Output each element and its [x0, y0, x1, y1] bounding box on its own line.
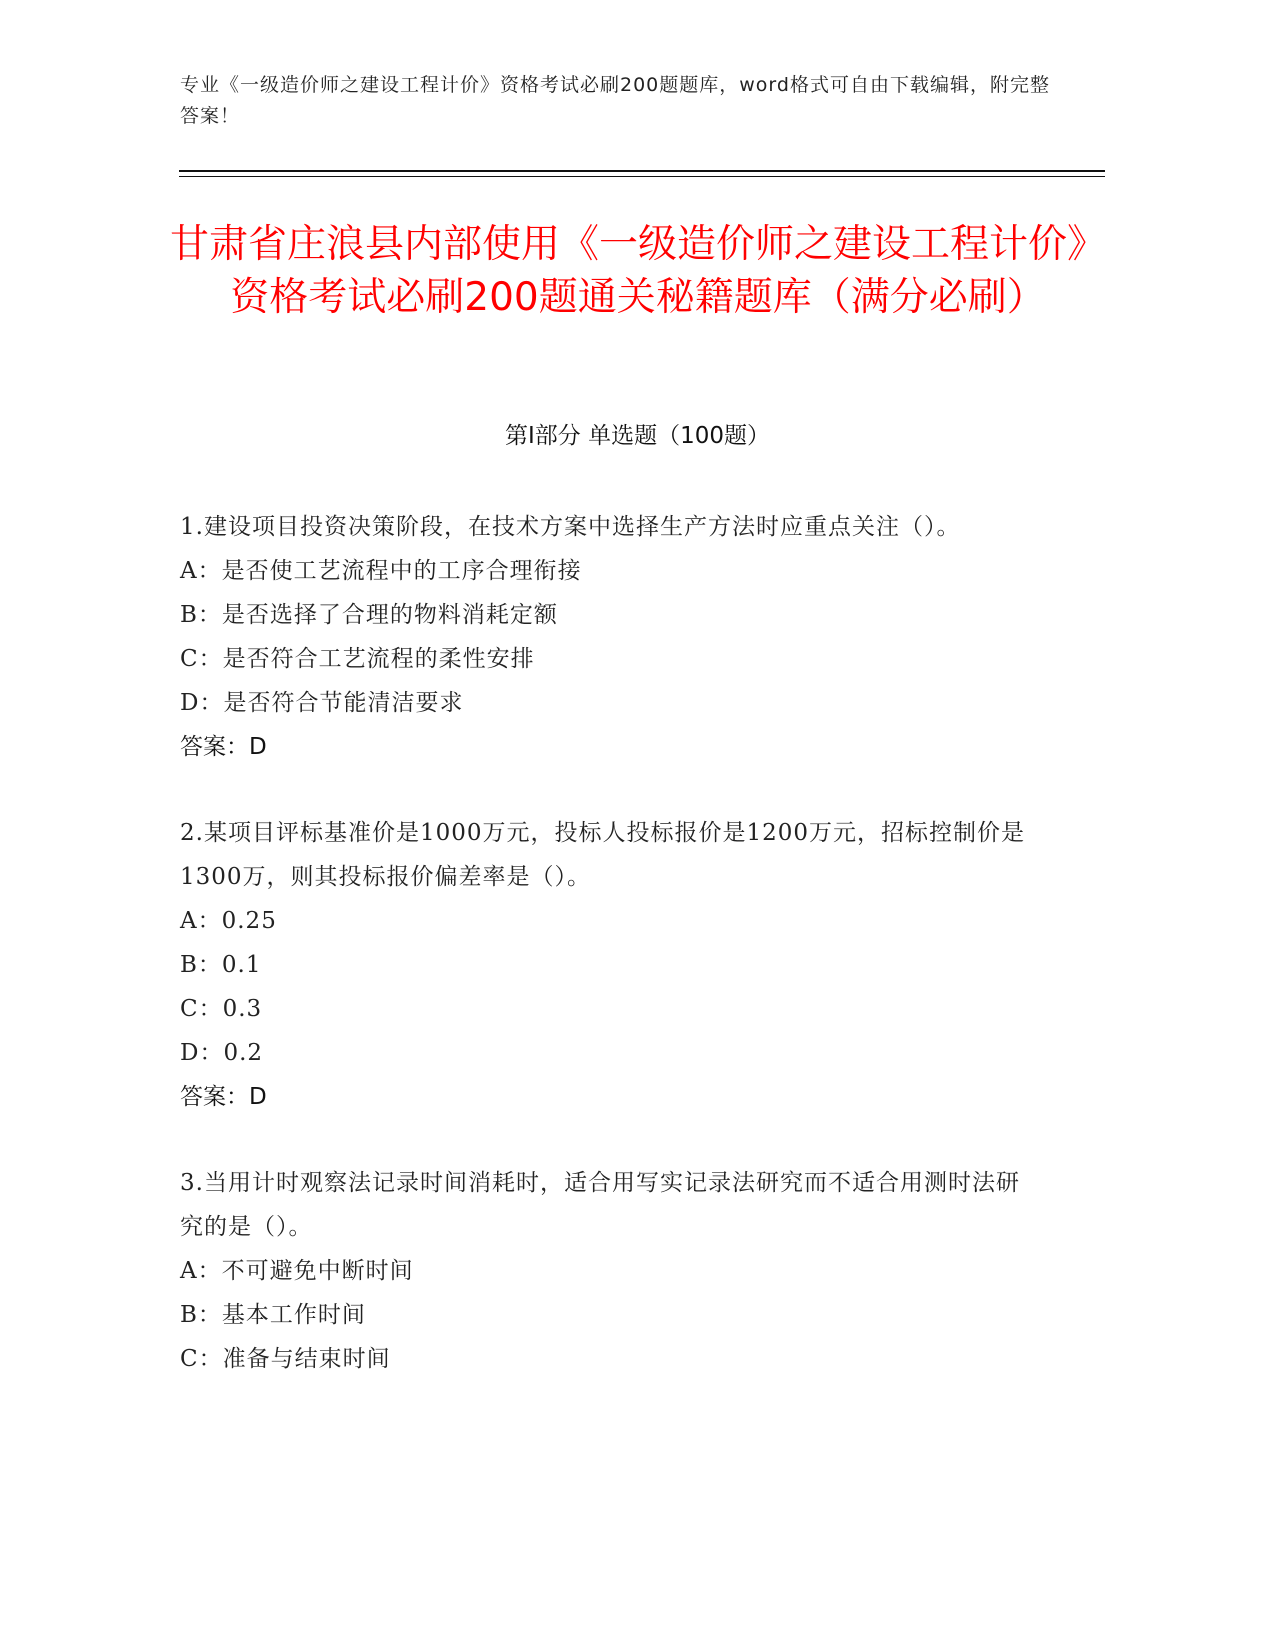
answer-label: 答案：	[180, 734, 249, 760]
question-list	[180, 505, 1040, 1423]
answer-value: D	[249, 1084, 267, 1110]
question-1	[180, 505, 1040, 769]
answer-line	[180, 725, 1040, 769]
answer-label: 答案：	[180, 1084, 249, 1110]
option-c: C：准备与结束时间	[180, 1346, 391, 1372]
question-text: 2.某项目评标基准价是1000万元，投标人投标报价是1200万元，招标控制价是1300万，则其投标报价偏差率是（）。	[180, 820, 1026, 890]
section-heading: 第Ⅰ部分 单选题（100题）	[505, 423, 770, 449]
answer-line	[180, 1075, 1040, 1119]
document-title: 甘肃省庄浪县内部使用《一级造价师之建设工程计价》资格考试必刷200题通关秘籍题库（满分必刷）	[170, 222, 1107, 320]
option-b: B：是否选择了合理的物料消耗定额	[180, 602, 558, 628]
option-d: D：0.2	[180, 1040, 264, 1066]
header-divider-thin	[179, 176, 1105, 177]
option-a: A：是否使工艺流程中的工序合理衔接	[180, 558, 582, 584]
header-note: 专业《一级造价师之建设工程计价》资格考试必刷200题题库，word格式可自由下载编辑，附完整答案！	[180, 74, 1050, 127]
option-a: A：0.25	[180, 908, 277, 934]
question-text: 1.建设项目投资决策阶段，在技术方案中选择生产方法时应重点关注（）。	[180, 514, 961, 540]
option-c: C：0.3	[180, 996, 263, 1022]
question-3	[180, 1161, 1040, 1381]
question-2	[180, 811, 1040, 1119]
answer-value: D	[249, 734, 267, 760]
option-b: B：基本工作时间	[180, 1302, 366, 1328]
option-c: C：是否符合工艺流程的柔性安排	[180, 646, 535, 672]
option-b: B：0.1	[180, 952, 262, 978]
option-d: D：是否符合节能清洁要求	[180, 690, 464, 716]
option-a: A：不可避免中断时间	[180, 1258, 414, 1284]
header-divider	[179, 170, 1105, 172]
question-text: 3.当用计时观察法记录时间消耗时，适合用写实记录法研究而不适合用测时法研究的是（）。	[180, 1170, 1020, 1240]
